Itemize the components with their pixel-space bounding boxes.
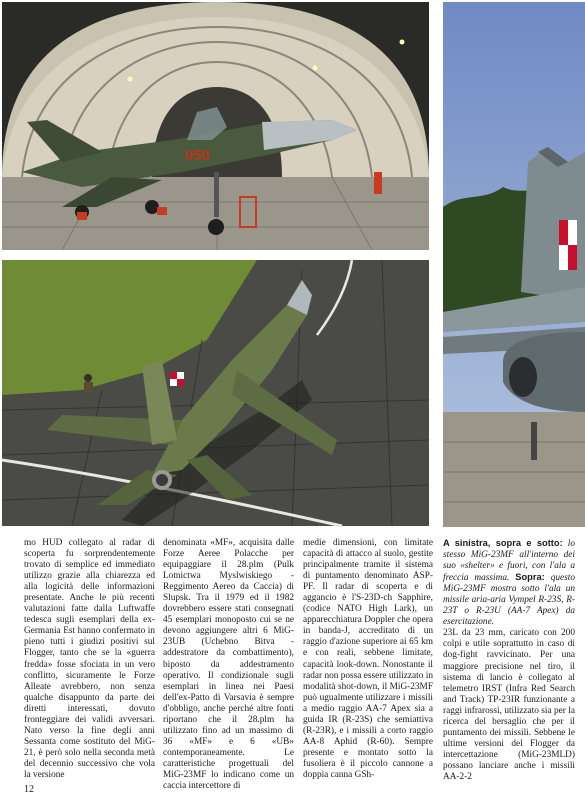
page-number: 12 xyxy=(24,784,34,795)
caption-label-2: Sopra: xyxy=(515,572,545,583)
text-column-2 xyxy=(163,538,294,792)
text-column-1 xyxy=(24,538,155,786)
caption-text-1: lo stesso MiG-23MF all'interno dei suo «shelter» e fuori, con l'ala a freccia massima. xyxy=(443,539,575,584)
body-paragraph: medie dimensioni, con limitate capacità di attacco al suolo, gestite principalmente tramite il sistema di puntamento denominato ASP-PF. Il radar di scoperta e di aggancio è l'S-23D-ch Sapphire, (codice NATO High Lark), un apparecchiatura Doppler che opera in banda-J, accreditato di un raggio d'azione superiore ai 65 km e con reali, sebbene limitate, capacità look-down. Nonostante il radar non possa essere utilizzato in modalità shot-down, il MiG-23MF può ugualmente utilizzare i missili a medio raggio AA-7 Apex sia a guida IR (R-23S) che semiattiva (R-23R), e i missili a corto raggio AA-8 Aphid (R-60). Sempre presente e montato sotto la fusoliera è il piccolo cannone a doppia canna GSh- xyxy=(303,538,433,780)
text-column-4 xyxy=(443,538,575,786)
aircraft-number: 050 xyxy=(185,147,211,164)
caption-text-2: questo MiG-23MF mostra sotto l'ala un missile aria-aria Vympel R-23S, R-23T o R-23U (AA-7 Apex) da esercitazione. xyxy=(443,573,576,628)
body-paragraph: denominata «MF», acquisita dalle Forze Aeree Polacche per equipaggiare il 28.plm (Pulk Lotnictwa Myslwiskiego - Reggimento Aereo da Caccia) di Slupsk. Tra il 1979 ed il 1982 dovrebbero essere stati consegnati 45 esemplari monoposto cui se ne devono aggiungere altri 6 MiG-23UB (Uchebno Bitva - addestratore da combattimento), biposto da addestramento operativo. Il condizionale sugli esemplari in linea nei Paesi dell'ex-Patto di Varsavia è sempre d'obbligo, anche perché altre fonti riportano che il 28.plm ha utilizzato fino ad un massimo di 36 «MF» e 6 «UB» contemporaneamente. Le caratteristiche progettuali del MiG-23MF lo indicano come un caccia intercettore di xyxy=(163,538,294,792)
caption-heading: A sinistra, sopra e sotto: xyxy=(443,538,563,548)
hangar-photo xyxy=(2,2,429,250)
text-column-3 xyxy=(303,538,433,786)
tail-photo xyxy=(443,2,585,527)
body-paragraph: mo HUD collegato al radar di scoperta fu sorprendentemente trovato di semplice ed immediato utilizzo grazie alla chiarezza ed alla logicità delle informazioni presentate. Anche le più recenti valutazioni fatte dalla Luftwaffe tedesca sugli esemplari della ex-Germania Est hanno confermato in pieno tutti i giudizi positivi sul Flogger, tanto che se la «guerra fredda» fosse sfociata in un vero conflitto, sicuramente le Forze Alleate avrebbero, non senza qualche disappunto da parte dei diretti interessati, dovuto fronteggiare dei validi avversari. Nato verso la fine degli anni Sessanta come sostituto del MiG-21, è però solo nella seconda metà del decennio successivo che vola la versione xyxy=(24,538,155,780)
body-paragraph: 23L da 23 mm, caricato con 200 colpi e utile soprattutto in caso di dog-fight ravvicinato. Per una maggiore precisione nel tiro, il sistema di lancio è collegato al telemetro IRST (Infra Red Search and Track) TP-23IR funzionante a raggi infrarossi, utilizzato sia per la ricerca del bersaglio che per il puntamento dei missili. Sebbene le ultime versioni del Flogger da intercettazione (MiG-23MLD) possano lanciare anche i missili AA-2-2 xyxy=(443,628,575,782)
photo-caption xyxy=(443,538,575,628)
apron-photo xyxy=(2,260,429,526)
